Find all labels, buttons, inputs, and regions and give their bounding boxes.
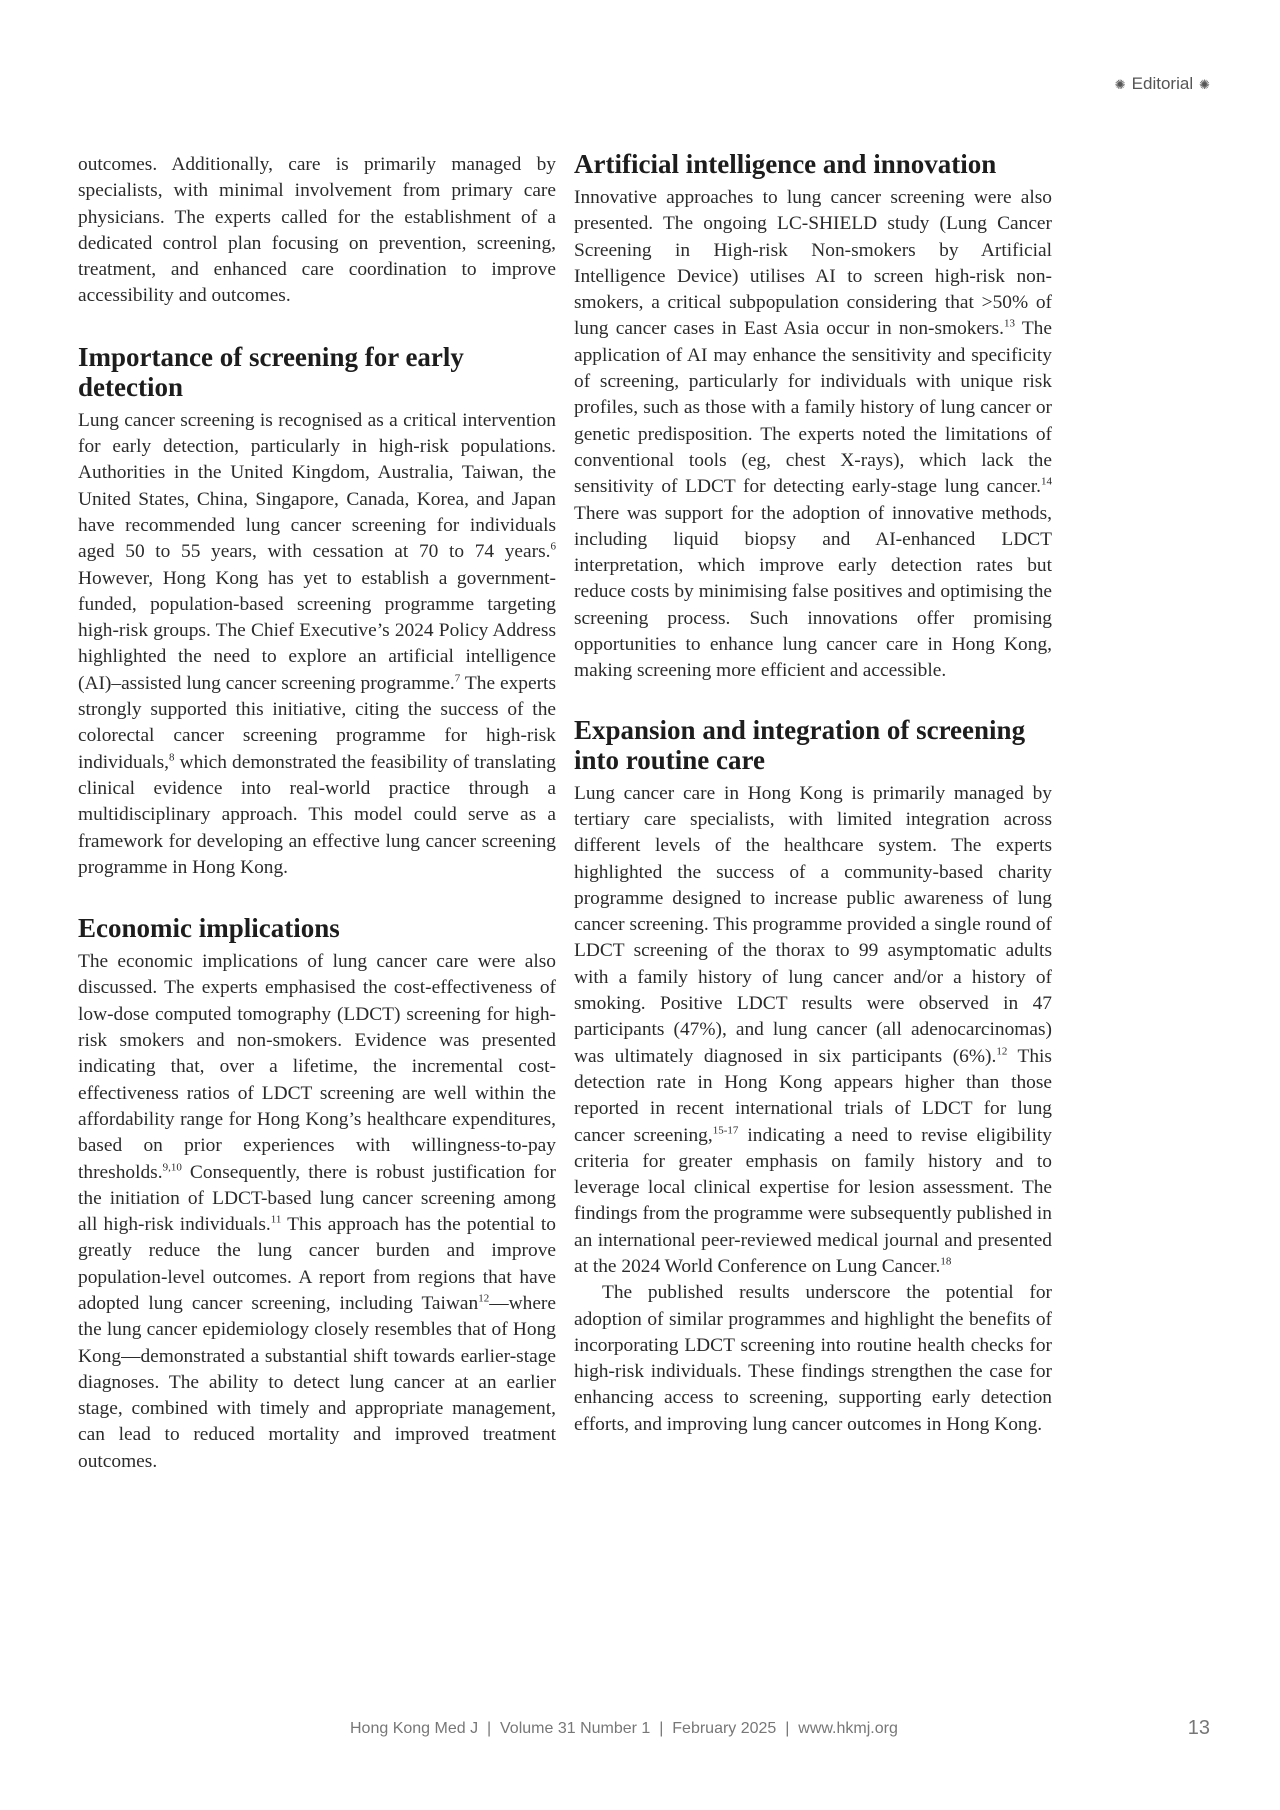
paragraph: Innovative approaches to lung cancer screening were also presented. The ongoing LC-SHIELD study (Lung Cancer Screening in High-risk Non-smokers by Artificial Intelligence Device) utilises AI to screen high-risk non-smokers, a critical subpopulation considering that >50% of lung cancer cases in East Asia occur in non-smokers.$^{13}$ The application of AI may enhance the sensitivity and specificity of screening, particularly for individuals with unique risk profiles, such as those with a family history of lung cancer or genetic predisposition. The experts noted the limitations of conventional tools (eg, chest X-rays), which lack the sensitivity of LDCT for detecting early-stage lung cancer.$^{14}$ There was support for the adoption of innovative methods, including liquid biopsy and AI-enhanced LDCT interpretation, which improve early detection rates but reduce costs by minimising false positives and optimising the screening process. Such innovations offer promising opportunities to enhance lung cancer care in Hong Kong, making screening more efficient and accessible. [574, 187, 1052, 682]
citation: 15-17 [712, 1124, 739, 1137]
section-name: Editorial [1131, 74, 1194, 93]
journal-url[interactable]: www.hkmj.org [798, 1720, 898, 1737]
paragraph: The published results underscore the potential for adoption of similar programmes and highlight the benefits of incorporating LDCT screening into routine health checks for high-risk individuals. These findings strengthen the case for enhancing access to screening, supporting early detection efforts, and improving lung cancer outcomes in Hong Kong. [574, 1282, 1052, 1435]
gear-icon: ✺ [1199, 76, 1210, 92]
page-number: 13 [1187, 1717, 1210, 1739]
issue-date: February 2025 [672, 1720, 777, 1737]
citation: 11 [270, 1213, 282, 1226]
right-column [574, 149, 1052, 1438]
left-column [78, 152, 556, 1475]
heading-ai: Artificial intelligence and innovation [574, 149, 997, 179]
gear-icon: ✺ [1114, 76, 1126, 92]
citation: 9,10 [162, 1161, 182, 1174]
citation: 6 [550, 540, 556, 553]
citation: 18 [940, 1255, 952, 1268]
journal-name: Hong Kong Med J [350, 1720, 479, 1737]
citation: 14 [1041, 475, 1052, 488]
paragraph: Lung cancer care in Hong Kong is primarily managed by tertiary care specialists, with limited integration across different levels of the healthcare system. The experts highlighted the success of a community-based charity programme designed to increase public awareness of lung cancer screening. This programme provided a single round of LDCT screening of the thorax to 99 asymptomatic adults with a family history of lung cancer and/or a history of smoking. Positive LDCT results were observed in 47 participants (47%), and lung cancer (all adenocarcinomas) was ultimately diagnosed in six participants (6%).$^{12}$ This detection rate in Hong Kong appears higher than those reported in recent international trials of LDCT for lung cancer screening,$^{15-17}$ indicating a need to revise eligibility criteria for greater emphasis on family history and to leverage local clinical expertise for lesion assessment. The findings from the programme were subsequently published in an international peer-reviewed medical journal and presented at the 2024 World Conference on Lung Cancer.$^{18}$ [574, 782, 1052, 1277]
section-label [1115, 74, 1210, 94]
citation: 7 [454, 672, 461, 685]
volume-info: Volume 31 Number 1 [500, 1720, 651, 1737]
heading-economic: Economic implications [78, 913, 340, 944]
citation: 13 [1003, 318, 1015, 331]
paragraph: outcomes. Additionally, care is primarily managed by specialists, with minimal involvement from primary care physicians. The experts called for the establishment of a dedicated control plan focusing on prevention, screening, treatment, and enhanced care coordination to improve accessibility and outcomes. [78, 154, 556, 307]
citation: 12 [478, 1292, 490, 1305]
citation: 8 [169, 751, 175, 764]
heading-expansion: Expansion and integration of screening into routine care [574, 714, 1026, 775]
paragraph: The economic implications of lung cancer care were also discussed. The experts emphasised the cost-effectiveness of low-dose computed tomography (LDCT) screening for high-risk smokers and non-smokers. Evidence was presented indicating that, over a lifetime, the incremental cost-effectiveness ratios of LDCT screening are well within the affordability range for Hong Kong’s healthcare expenditures, based on prior experiences with willingness-to-pay thresholds.$^{9,10}$ Consequently, there is robust justification for the initiation of LDCT-based lung cancer screening among all high-risk individuals.$^{11}$ This approach has the potential to greatly reduce the lung cancer burden and improve population-level outcomes. A report from regions that have adopted lung cancer screening, including Taiwan$^{12}$—where the lung cancer epidemiology closely resembles that of Hong Kong—demonstrated a substantial shift towards earlier-stage diagnoses. The ability to detect lung cancer at an earlier stage, combined with timely and appropriate management, can lead to reduced mortality and improved treatment outcomes. [78, 951, 556, 1472]
heading-screening: Importance of screening for early detection [78, 341, 464, 402]
paragraph: Lung cancer screening is recognised as a critical intervention for early detection, particularly in high-risk populations. Authorities in the United Kingdom, Australia, Taiwan, the United States, China, Singapore, Canada, Korea, and Japan have recommended lung cancer screening for individuals aged 50 to 55 years, with cessation at 70 to 74 years.$^6$ However, Hong Kong has yet to establish a government-funded, population-based screening programme targeting high-risk groups. The Chief Executive’s 2024 Policy Address highlighted the need to explore an artificial intelligence (AI)–assisted lung cancer screening programme.$^7$ The experts strongly supported this initiative, citing the success of the colorectal cancer screening programme for high-risk individuals,$^8$ which demonstrated the feasibility of translating clinical evidence into real-world practice through a multidisciplinary approach. This model could serve as a framework for developing an effective lung cancer screening programme in Hong Kong. [78, 409, 556, 878]
citation: 12 [996, 1045, 1008, 1058]
